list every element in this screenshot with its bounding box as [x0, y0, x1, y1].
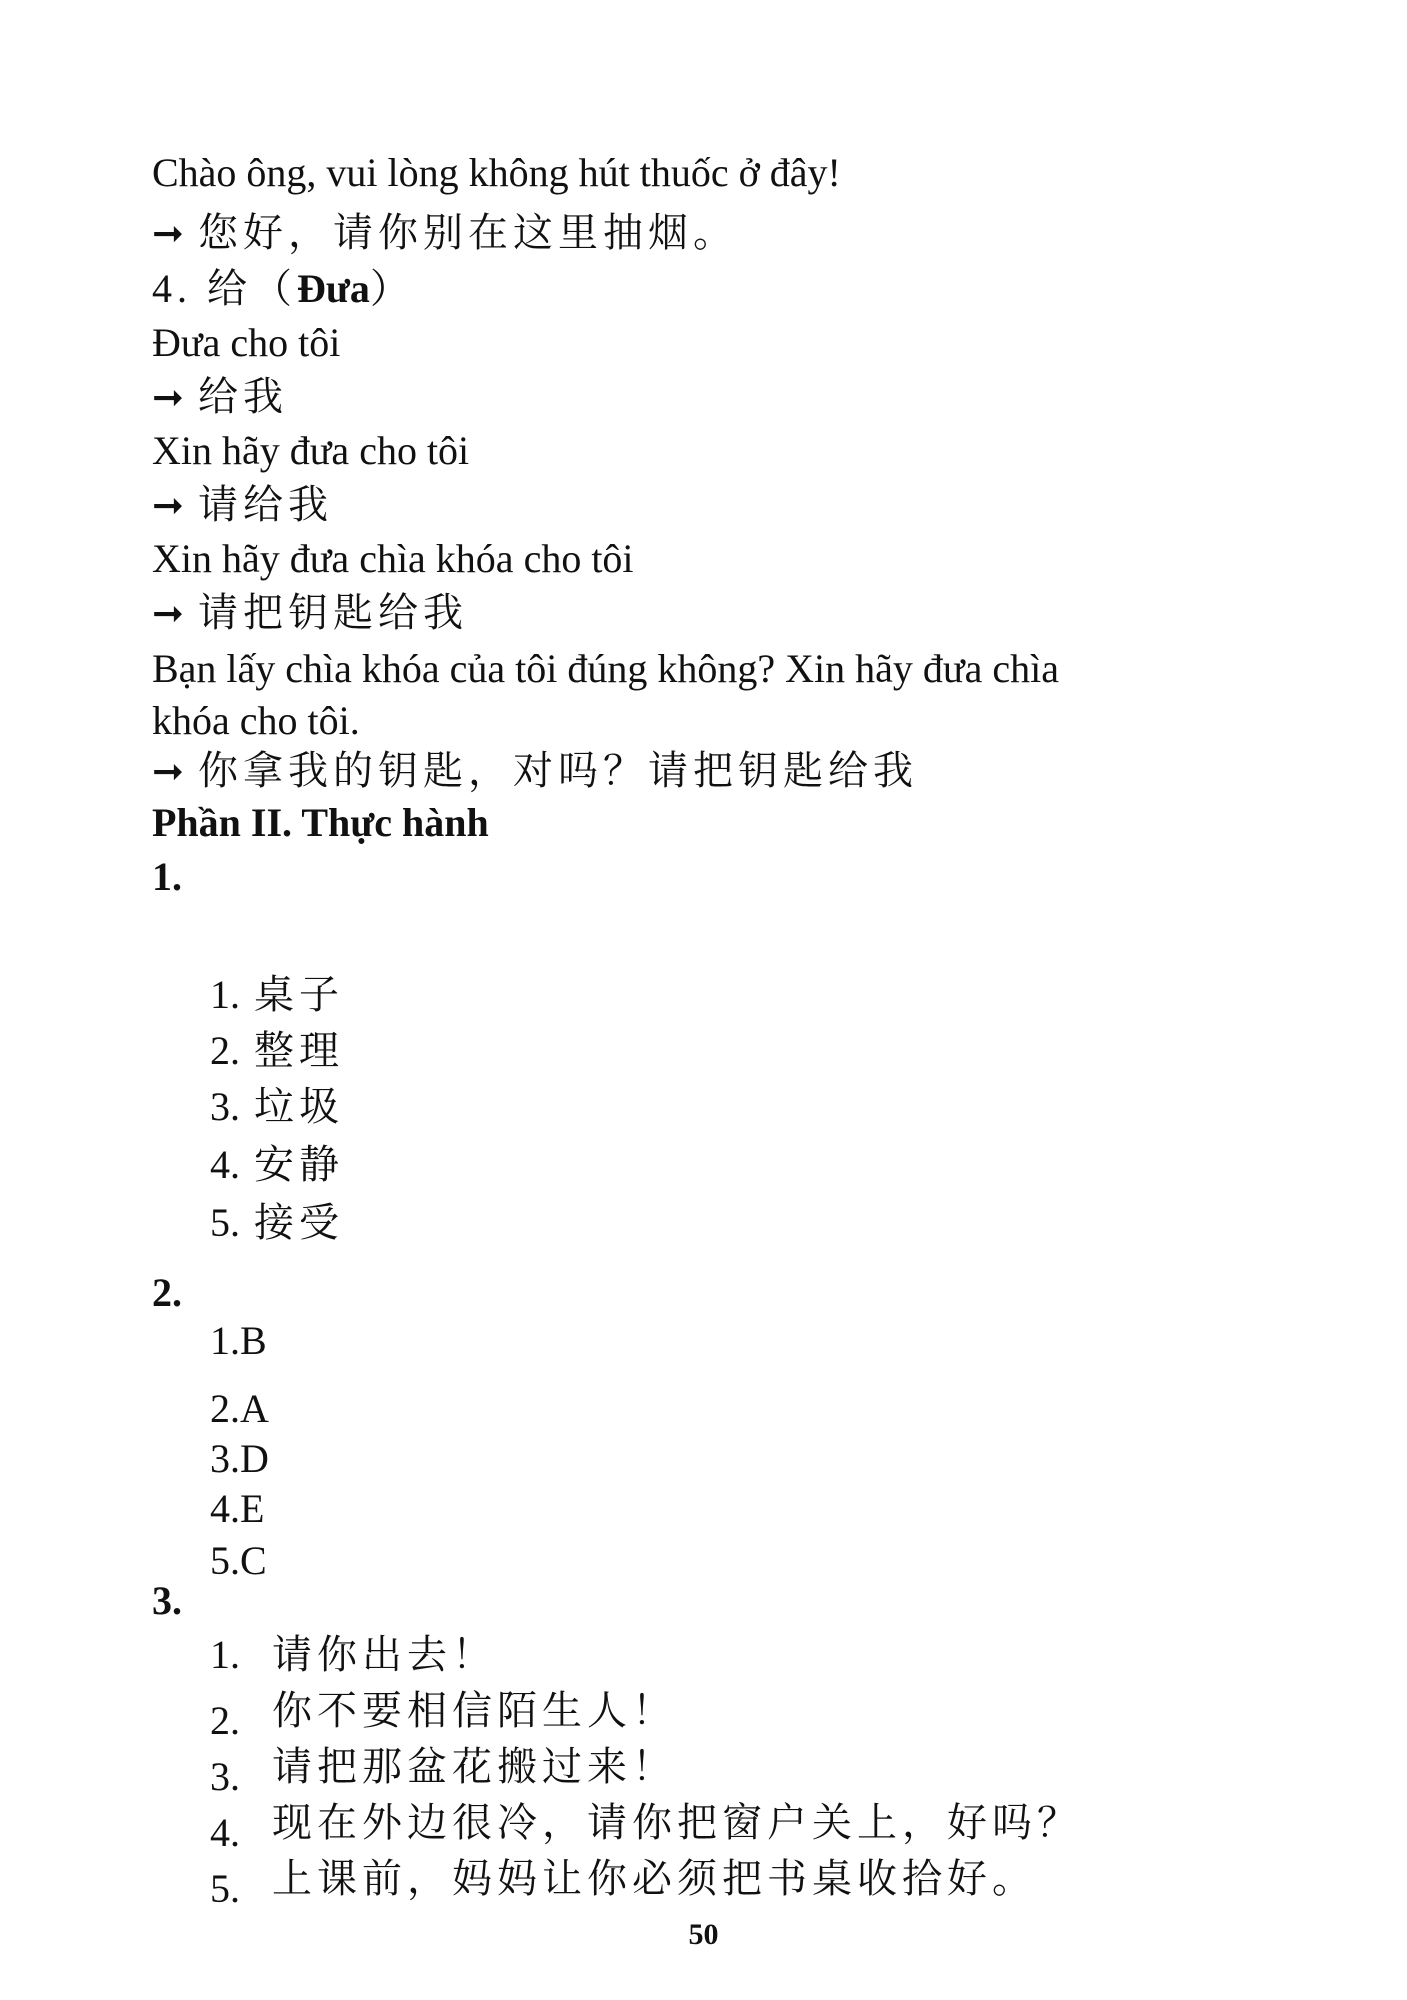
list-item: 4. 现在外边很冷，请你把窗户关上，好吗？: [210, 1800, 1082, 1855]
list-item: 5. 上课前，妈妈让你必须把书桌收拾好。: [210, 1856, 1037, 1911]
vi-sentence-5b: khóa cho tôi.: [152, 698, 360, 743]
vi-sentence-3: Xin hãy đưa cho tôi: [152, 428, 470, 473]
vi-sentence-4: Xin hãy đưa chìa khóa cho tôi: [152, 536, 634, 581]
zh-translation-3: ➞ 请给我: [152, 480, 333, 531]
list-item: 2.A: [210, 1386, 269, 1431]
list-item: 1.B: [210, 1318, 267, 1363]
zh-translation-5: ➞ 你拿我的钥匙，对吗？请把钥匙给我: [152, 746, 918, 797]
zh-translation-1: ➞ 您好，请你别在这里抽烟。: [152, 208, 738, 259]
zh-translation-4: ➞ 请把钥匙给我: [152, 588, 468, 639]
list-item: 4.E: [210, 1486, 265, 1531]
list-item: 1. 桌子: [210, 972, 344, 1017]
section-heading: Phần II. Thực hành: [152, 800, 489, 845]
zh-translation-2: ➞ 给我: [152, 372, 288, 423]
list-item: 2. 你不要相信陌生人！: [210, 1688, 677, 1743]
list-item: 3. 垃圾: [210, 1084, 344, 1129]
arrow-icon: ➞: [152, 485, 184, 527]
arrow-icon: ➞: [152, 377, 184, 419]
exercise-3-label: 3.: [152, 1578, 182, 1623]
grammar-heading-4: 4. 给（Đưa）: [152, 266, 410, 311]
arrow-icon: ➞: [152, 751, 184, 793]
list-item: 3. 请把那盆花搬过来！: [210, 1744, 677, 1799]
vi-sentence-2: Đưa cho tôi: [152, 320, 341, 365]
list-item: 2. 整理: [210, 1028, 344, 1073]
vi-sentence-1: Chào ông, vui lòng không hút thuốc ở đây!: [152, 150, 841, 195]
exercise-1-label: 1.: [152, 854, 182, 899]
page-number: 50: [688, 1918, 719, 1951]
list-item: 3.D: [210, 1436, 269, 1481]
list-item: 1. 请你出去！: [210, 1632, 497, 1677]
arrow-icon: ➞: [152, 213, 184, 255]
list-item: 5. 接受: [210, 1200, 344, 1245]
list-item: 5.C: [210, 1538, 267, 1583]
arrow-icon: ➞: [152, 593, 184, 635]
vi-sentence-5a: Bạn lấy chìa khóa của tôi đúng không? Xin hãy đưa chìa: [152, 646, 1059, 691]
list-item: 4. 安静: [210, 1142, 344, 1187]
exercise-2-label: 2.: [152, 1270, 182, 1315]
